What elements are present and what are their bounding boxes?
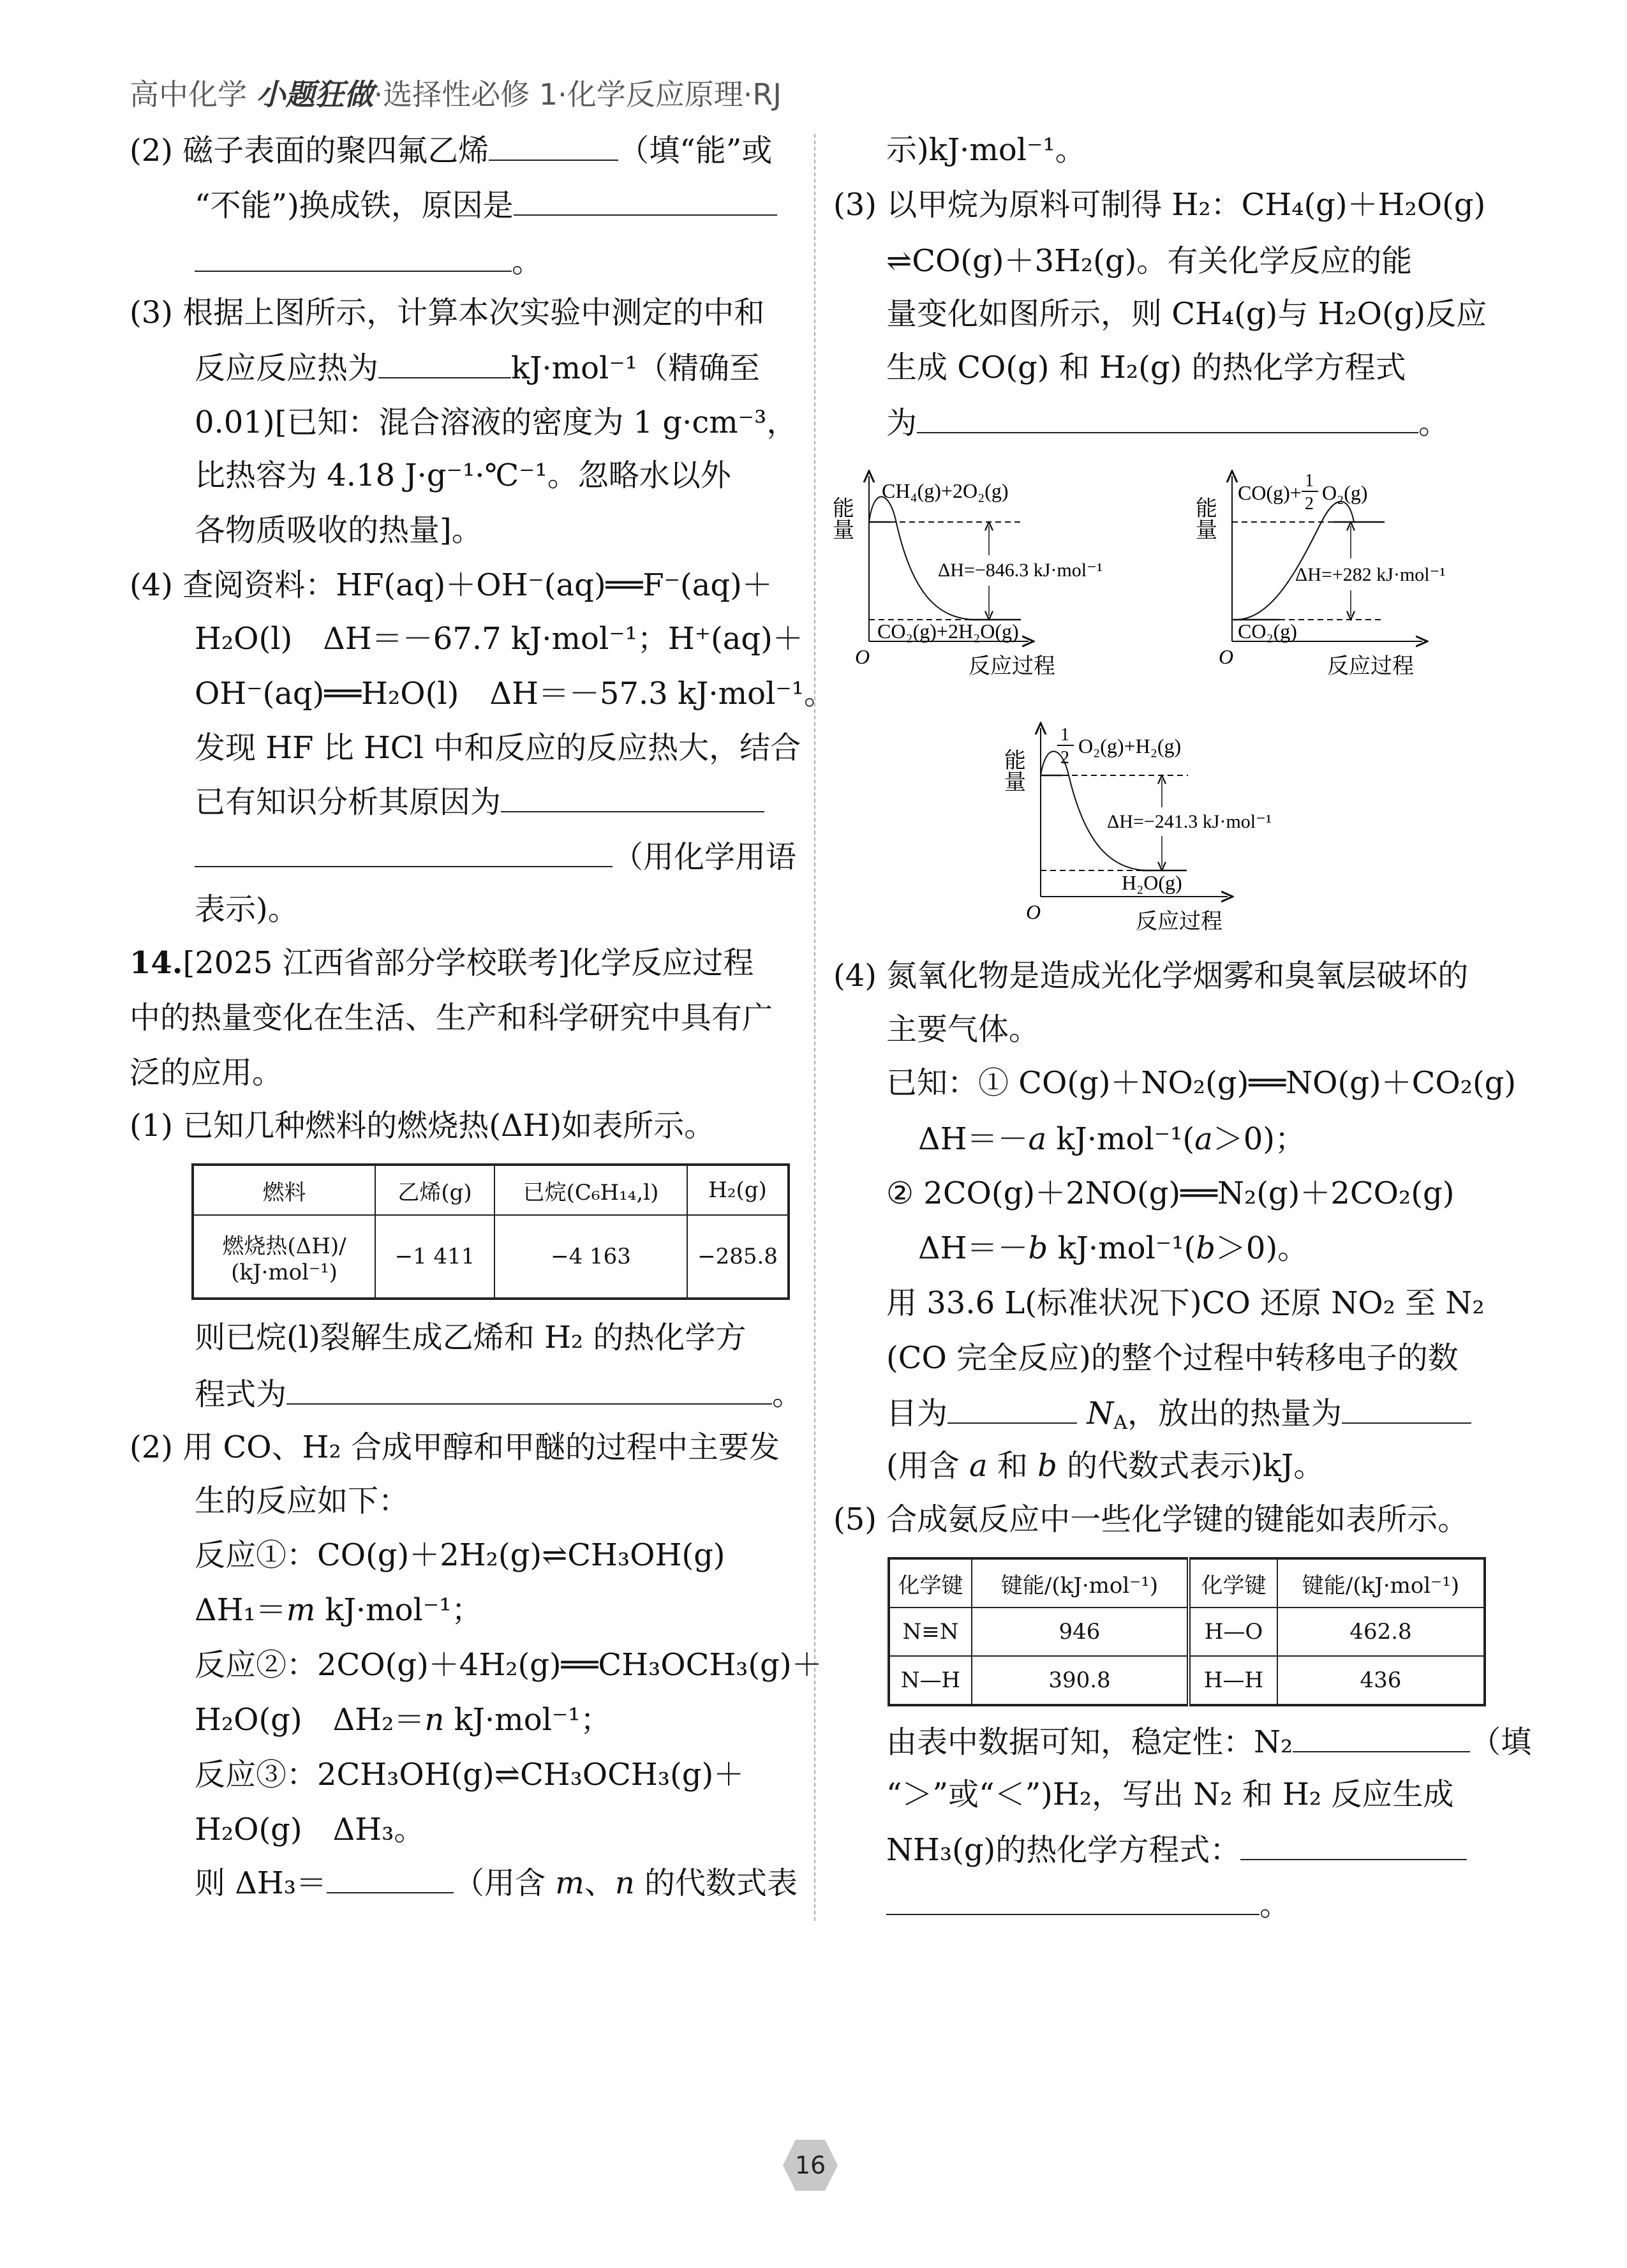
variable: m: [555, 1865, 584, 1901]
table-cell: −4 163: [494, 1215, 687, 1299]
table-header: 乙烯(g): [375, 1165, 494, 1215]
text: (3) 以甲烷为原料可制得 H₂：CH₄(g)＋H₂O(g): [833, 187, 1486, 223]
page-number: 16: [794, 2151, 826, 2179]
text-line: [195, 1692, 611, 1747]
text: 量变化如图所示，则 CH₄(g)与 H₂O(g)反应: [886, 296, 1487, 332]
answer-blank[interactable]: [1293, 1714, 1470, 1752]
text: ，放出的热量为: [1127, 1396, 1342, 1431]
text: 。: [1418, 405, 1450, 441]
text: H₂O(g) ΔH₃。: [195, 1812, 425, 1847]
text: 各物质吸收的热量]。: [195, 512, 482, 548]
text: kJ·mol⁻¹(: [1048, 1230, 1196, 1266]
fraction-numerator: 1: [1060, 725, 1069, 745]
text-line: [195, 1583, 482, 1638]
answer-blank[interactable]: [327, 1855, 454, 1893]
answer-blank[interactable]: [886, 1877, 1259, 1915]
text-line: [130, 990, 773, 1045]
page-number-badge: [782, 2138, 839, 2193]
text-line: [886, 1056, 1516, 1110]
text: 反应①：CO(g)＋2H₂(g)⇌CH₃OH(g): [195, 1537, 725, 1573]
text-line: [130, 1098, 715, 1153]
reactants-label: CH₄(g)+2O₂(g): [882, 479, 1009, 502]
variable: m: [286, 1592, 316, 1628]
text-line: [130, 1420, 780, 1475]
avogadro-symbol: N: [1087, 1396, 1114, 1431]
text: 为: [886, 405, 918, 441]
text-line: [130, 1045, 283, 1100]
text: (kJ·mol⁻¹): [231, 1259, 338, 1285]
fraction-numerator: 1: [1305, 471, 1314, 491]
products-label: H₂O(g): [1122, 871, 1182, 894]
table-cell: 462.8: [1277, 1608, 1485, 1656]
text-line: [833, 948, 1468, 1003]
text: ＞0)。: [1215, 1230, 1309, 1266]
answer-blank[interactable]: [947, 1385, 1077, 1424]
text: kJ·mol⁻¹；: [444, 1702, 611, 1738]
text: 用 33.6 L(标准状况下)CO 还原 NO₂ 至 N₂: [886, 1285, 1485, 1321]
series-logo: 小题狂做: [256, 77, 374, 112]
table-cell: 390.8: [972, 1656, 1189, 1705]
table-cell: N≡N: [889, 1608, 972, 1656]
reaction-curve: [1232, 502, 1354, 620]
text: ΔH₁＝: [195, 1592, 286, 1628]
table-row: [889, 1608, 1485, 1656]
text: ⇌CO(g)＋3H₂(g)。有关化学反应的能: [886, 243, 1413, 279]
table-header: 燃料: [193, 1165, 375, 1215]
text: (3) 根据上图所示，计算本次实验中测定的中和: [130, 295, 765, 331]
text: 主要气体。: [886, 1011, 1040, 1047]
text-line: [886, 1166, 1454, 1221]
variable: b: [1028, 1230, 1048, 1266]
text: 表示)。: [195, 892, 299, 927]
text: 比热容为 4.18 J·g⁻¹·℃⁻¹。忽略水以外: [195, 458, 731, 493]
table-header: H₂(g): [687, 1165, 789, 1215]
y-axis-label: 能量: [1192, 496, 1216, 540]
bond-energy-table: [888, 1557, 1486, 1706]
x-axis-label: 反应过程: [1327, 655, 1414, 678]
y-axis-label: 能量: [1000, 749, 1025, 792]
text-line: [195, 1638, 822, 1692]
text-line: [195, 1366, 803, 1421]
text: 程式为: [195, 1376, 287, 1412]
text: 示)kJ·mol⁻¹。: [886, 132, 1086, 168]
text: 、: [584, 1865, 615, 1901]
reactants-label: O₂(g)+H₂(g): [1078, 735, 1182, 757]
text: 则 ΔH₃＝: [195, 1865, 327, 1901]
text-line: [886, 1002, 1039, 1057]
text: 。: [1259, 1887, 1291, 1923]
variable: a: [1028, 1121, 1047, 1157]
text: ② 2CO(g)＋2NO(g)══N₂(g)＋2CO₂(g): [886, 1175, 1455, 1211]
variable: a: [1194, 1121, 1213, 1157]
text-line: [195, 1747, 744, 1802]
text: (1) 已知几种燃料的燃烧热(ΔH)如表所示。: [130, 1108, 715, 1144]
reactants-label: CO(g)+: [1238, 481, 1302, 504]
text-line: [886, 1767, 1453, 1822]
text: 则已烷(l)裂解生成乙烯和 H₂ 的热化学方: [195, 1320, 747, 1355]
text-line: [918, 1112, 1305, 1167]
text: ＞0)；: [1212, 1121, 1305, 1157]
enthalpy-change-label: ΔH=+282 kJ·mol⁻¹: [1295, 564, 1446, 585]
table-cell: H—O: [1189, 1608, 1277, 1656]
text: 已知：① CO(g)＋NO₂(g)══NO(g)＋CO₂(g): [886, 1065, 1517, 1101]
variable: a: [969, 1448, 988, 1484]
fraction-denominator: 2: [1060, 748, 1069, 768]
text: [2025 江西省部分学校联考]化学反应过程: [182, 945, 754, 981]
question-number: 14.: [130, 945, 183, 981]
text: kJ·mol⁻¹(: [1046, 1121, 1195, 1157]
text: (CO 完全反应)的整个过程中转移电子的数: [886, 1340, 1459, 1376]
variable: b: [1037, 1448, 1057, 1484]
text: 目为: [886, 1396, 948, 1431]
text: 中的热量变化在生活、生产和科学研究中具有广: [130, 1000, 773, 1036]
text-line: [195, 1473, 409, 1528]
text: 0.01)[已知：混合溶液的密度为 1 g·cm⁻³，: [195, 405, 798, 440]
energy-diagrams: [0, 0, 1627, 957]
text-line: [833, 1492, 1468, 1547]
text: 泛的应用。: [130, 1055, 283, 1091]
text: NH₃(g)的热化学方程式：: [886, 1832, 1241, 1868]
text: （填“能”或: [618, 133, 773, 168]
table-cell: −1 411: [375, 1215, 494, 1299]
text: H₂O(g) ΔH₂＝: [195, 1702, 425, 1738]
answer-blank[interactable]: [286, 1366, 772, 1405]
y-axis-label: 能量: [829, 496, 853, 540]
text: (2) 用 CO、H₂ 合成甲醇和甲醚的过程中主要发: [130, 1429, 780, 1465]
text: 反应反应热为: [195, 350, 379, 386]
text: （用化学用语: [613, 839, 797, 875]
header-rest: ·选择性必修 1·化学反应原理·RJ: [373, 77, 782, 112]
text-line: [886, 1385, 1471, 1440]
origin-label: O: [855, 645, 870, 668]
variable: n: [614, 1865, 635, 1901]
text: 已有知识分析其原因为: [195, 784, 501, 820]
x-axis-label: 反应过程: [1136, 910, 1222, 934]
text: 反应②：2CO(g)＋4H₂(g)══CH₃OCH₃(g)＋: [195, 1647, 822, 1683]
text: 发现 HF 比 HCl 中和反应的反应热大，结合: [195, 730, 801, 766]
table-cell: H—H: [1189, 1656, 1277, 1705]
table-cell: N—H: [889, 1656, 972, 1705]
text: 由表中数据可知，稳定性：N₂: [886, 1724, 1293, 1760]
text: “＞”或“＜”)H₂，写出 N₂ 和 H₂ 反应生成: [886, 1777, 1454, 1812]
table-cell: 436: [1277, 1656, 1485, 1705]
text: “不能”)换成铁，原因是: [195, 188, 514, 223]
reactants-label: O₂(g): [1322, 481, 1368, 504]
table-cell: −285.8: [687, 1215, 789, 1299]
fraction-denominator: 2: [1305, 494, 1314, 514]
text: （填: [1470, 1724, 1532, 1760]
variable: b: [1196, 1230, 1215, 1266]
text: (5) 合成氨反应中一些化学键的键能如表所示。: [833, 1502, 1469, 1537]
text: kJ·mol⁻¹；: [315, 1592, 482, 1628]
text: ΔH＝－: [918, 1230, 1029, 1266]
text: 生的反应如下：: [195, 1483, 410, 1519]
text-line: [886, 1276, 1485, 1331]
energy-diagram-ch4-combustion: [829, 476, 1103, 678]
origin-label: O: [1026, 900, 1041, 923]
text-line: [918, 1221, 1308, 1276]
text-line: [886, 1877, 1290, 1932]
text: (2) 磁子表面的聚四氟乙烯: [130, 133, 489, 168]
table-header: 已烷(C₆H₁₄,l): [494, 1165, 687, 1215]
text: ΔH＝－: [918, 1121, 1029, 1157]
energy-diagram-h2-combustion: [1001, 725, 1272, 934]
text: 燃烧热(ΔH)/: [222, 1233, 346, 1259]
text-line: [195, 1310, 746, 1365]
text-line: [886, 1331, 1459, 1385]
x-axis-label: 反应过程: [969, 655, 1055, 678]
text: 。: [772, 1376, 803, 1412]
text: 的代数式表: [634, 1865, 798, 1901]
text-line: [195, 1855, 798, 1910]
text: 。: [512, 244, 543, 280]
subscript: A: [1113, 1412, 1127, 1434]
text: 生成 CO(g) 和 H₂(g) 的热化学方程式: [886, 350, 1406, 385]
text: kJ·mol⁻¹（精确至: [511, 350, 760, 386]
text-line: [886, 1822, 1467, 1877]
text: （用含: [454, 1865, 556, 1901]
text: (4) 查阅资料：HF(aq)＋OH⁻(aq)══F⁻(aq)＋: [130, 567, 773, 603]
table-row-label: [193, 1215, 375, 1299]
table-header: 键能/(kJ·mol⁻¹): [972, 1558, 1189, 1608]
text-line: [886, 1714, 1531, 1769]
reaction-curve: [869, 496, 983, 620]
enthalpy-change-label: ΔH=−846.3 kJ·mol⁻¹: [938, 560, 1103, 581]
table-row: [889, 1656, 1485, 1705]
table-header: 化学键: [1189, 1558, 1277, 1608]
table-header: 化学键: [889, 1558, 972, 1608]
products-label: CO₂(g): [1238, 620, 1297, 643]
table-cell: 946: [972, 1608, 1189, 1656]
text-line: [195, 1802, 424, 1857]
origin-label: O: [1219, 645, 1234, 668]
text: OH⁻(aq)══H₂O(l) ΔH＝－57.3 kJ·mol⁻¹。: [195, 676, 835, 712]
energy-diagram-co2-decomposition: [1192, 471, 1446, 678]
text: 反应③：2CH₃OH(g)⇌CH₃OCH₃(g)＋: [195, 1757, 745, 1793]
text: (用含: [886, 1448, 969, 1484]
text: H₂O(l) ΔH＝－67.7 kJ·mol⁻¹；H⁺(aq)＋: [195, 621, 803, 657]
products-label: CO₂(g)+2H₂O(g): [877, 620, 1019, 643]
answer-blank[interactable]: [1240, 1822, 1467, 1860]
variable: n: [424, 1702, 445, 1738]
text: 和: [987, 1448, 1038, 1484]
combustion-heat-table: [191, 1163, 790, 1300]
answer-blank[interactable]: [1342, 1385, 1471, 1424]
text-line: [195, 1528, 725, 1583]
enthalpy-change-label: ΔH=−241.3 kJ·mol⁻¹: [1107, 811, 1272, 832]
text: (4) 氮氧化物是造成光化学烟雾和臭氧层破坏的: [833, 958, 1469, 994]
text-line: [886, 1438, 1324, 1493]
text: 的代数式表示)kJ。: [1057, 1448, 1325, 1484]
header-subject: 高中化学: [130, 77, 247, 112]
table-header: 键能/(kJ·mol⁻¹): [1277, 1558, 1485, 1608]
